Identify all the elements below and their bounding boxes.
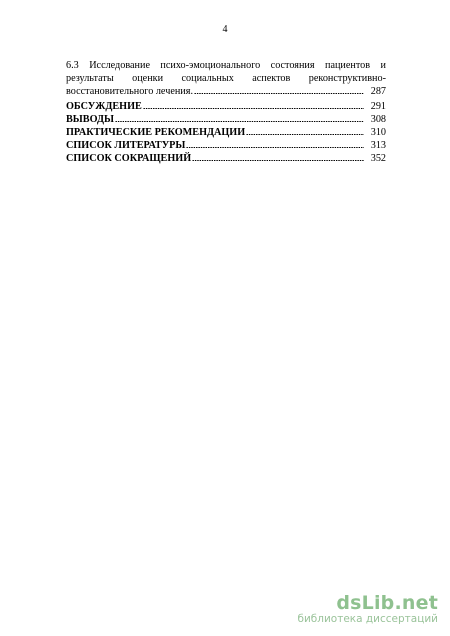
toc-entry-last-line — [66, 85, 386, 98]
dot-leader — [186, 146, 364, 149]
toc-page-number: 313 — [370, 140, 386, 151]
toc-entry-recommendations — [66, 126, 386, 139]
toc-entry-title: ОБСУЖДЕНИЕ — [66, 101, 142, 112]
table-of-contents — [66, 59, 386, 165]
toc-page-number: 352 — [370, 153, 386, 164]
toc-entry-references — [66, 139, 386, 152]
watermark — [297, 593, 438, 626]
toc-page-number: 287 — [370, 86, 386, 97]
dot-leader — [192, 159, 364, 162]
toc-entry-line: восстановительного лечения. — [66, 86, 193, 97]
toc-entry-title: СПИСОК ЛИТЕРАТУРЫ — [66, 140, 186, 151]
dot-leader — [115, 120, 364, 123]
toc-entry-line: результаты оценки социальных аспектов реконструктивно- — [66, 73, 386, 84]
toc-entry-title: ПРАКТИЧЕСКИЕ РЕКОМЕНДАЦИИ — [66, 127, 246, 138]
toc-entry-abbreviations — [66, 152, 386, 165]
toc-entry-discussion — [66, 100, 386, 113]
toc-entry-title: ВЫВОДЫ — [66, 114, 115, 125]
watermark-tagline: библиотека диссертаций — [297, 613, 438, 625]
toc-entry-conclusions — [66, 113, 386, 126]
toc-entry-title: СПИСОК СОКРАЩЕНИЙ — [66, 153, 192, 164]
toc-page-number: 310 — [370, 127, 386, 138]
page-number: 4 — [222, 24, 228, 35]
toc-entry-line: 6.3 Исследование психо-эмоционального состояния пациентов и — [66, 60, 386, 71]
dot-leader — [194, 92, 364, 95]
dot-leader — [246, 133, 364, 136]
toc-page-number: 291 — [370, 101, 386, 112]
dot-leader — [143, 107, 364, 110]
watermark-logo: dsLib.net — [336, 592, 438, 614]
toc-page-number: 308 — [370, 114, 386, 125]
toc-entry-6-3 — [66, 59, 386, 98]
